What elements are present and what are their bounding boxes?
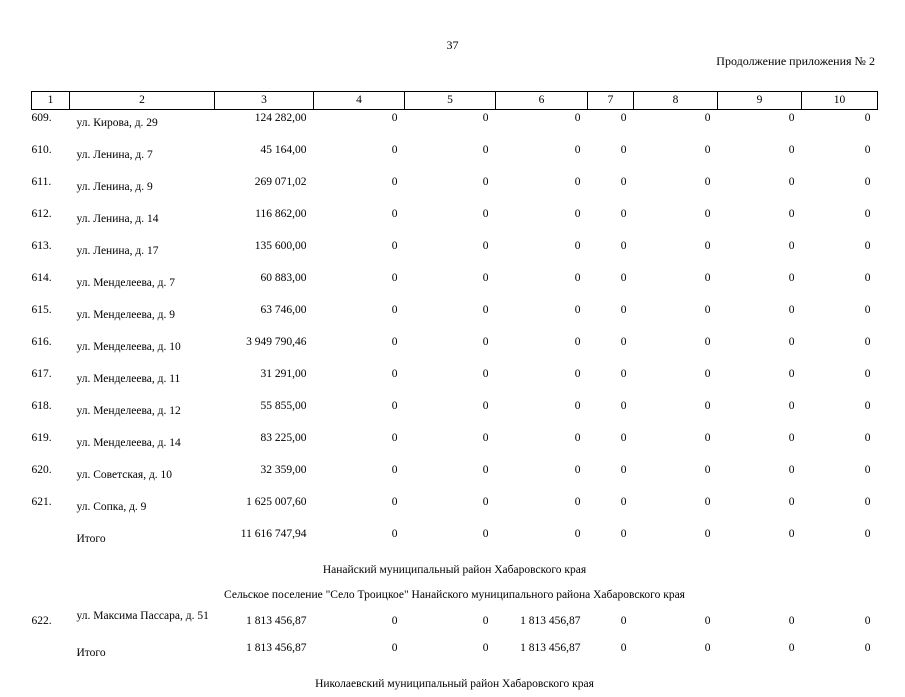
value-cell: 0 [574,336,581,348]
value-cell: 1 813 456,87 [246,642,307,654]
value-cell: 0 [788,208,795,220]
value-cell: 11 616 747,94 [240,528,307,540]
value-cell: 0 [574,272,581,284]
row-number: 614. [31,272,52,284]
value-cell: 32 359,00 [260,464,307,476]
value-cell: 83 225,00 [260,432,307,444]
header-row [32,92,878,110]
value-cell: 0 [864,615,871,627]
value-cell: 0 [864,304,871,316]
value-cell: 0 [574,368,581,380]
address-cell: ул. Максима Пассара, д. 51 [76,610,209,622]
address-cell: ул. Сопка, д. 9 [76,501,147,513]
value-cell: 0 [620,208,627,220]
section-heading-row [32,583,878,608]
row-number [32,526,70,558]
table-row [32,398,878,430]
value-cell: 0 [704,208,711,220]
value-cell: 0 [620,176,627,188]
value-cell: 0 [704,496,711,508]
value-cell: 0 [864,464,871,476]
value-cell: 0 [482,176,489,188]
value-cell: 0 [788,615,795,627]
value-cell: 0 [704,112,711,124]
table-row [32,334,878,366]
value-cell: 0 [620,368,627,380]
value-cell: 0 [482,642,489,654]
row-number [32,640,70,672]
value-cell: 0 [620,336,627,348]
value-cell: 0 [788,368,795,380]
address-cell: ул. Советская, д. 10 [76,469,173,481]
value-cell: 0 [864,272,871,284]
value-cell: 55 855,00 [260,400,307,412]
table-row [32,110,878,143]
value-cell: 0 [574,496,581,508]
value-cell: 0 [704,528,711,540]
address-cell: ул. Кирова, д. 29 [76,117,158,129]
address-cell: ул. Ленина, д. 7 [76,149,153,161]
value-cell: 0 [620,240,627,252]
value-cell: 0 [620,496,627,508]
table-row [32,462,878,494]
value-cell: 0 [391,642,398,654]
value-cell: 0 [864,112,871,124]
value-cell: 0 [482,112,489,124]
value-cell: 1 625 007,60 [246,496,307,508]
table-row [32,366,878,398]
value-cell: 0 [864,400,871,412]
value-cell: 0 [482,400,489,412]
table-row [32,174,878,206]
value-cell: 1 813 456,87 [246,615,307,627]
row-number: 622. [31,615,52,627]
value-cell: 269 071,02 [254,176,307,188]
value-cell: 0 [864,432,871,444]
address-cell: ул. Менделеева, д. 9 [76,309,175,321]
table-row [32,302,878,334]
address-cell: ул. Ленина, д. 9 [76,181,153,193]
address-cell: ул. Менделеева, д. 10 [76,341,181,353]
value-cell: 0 [482,528,489,540]
value-cell: 0 [620,144,627,156]
value-cell: 0 [704,176,711,188]
value-cell: 0 [391,208,398,220]
value-cell: 0 [620,400,627,412]
value-cell: 0 [704,400,711,412]
page-number: 37 [446,38,459,52]
value-cell: 0 [391,272,398,284]
column-header: 6 [496,92,588,110]
value-cell: 124 282,00 [254,112,307,124]
value-cell: 0 [788,304,795,316]
value-cell: 0 [620,642,627,654]
value-cell: 0 [574,240,581,252]
row-number: 611. [31,176,52,188]
value-cell: 0 [391,496,398,508]
value-cell: 0 [864,642,871,654]
address-cell: Итого [76,647,106,659]
value-cell: 0 [864,528,871,540]
row-number: 618. [31,400,52,412]
value-cell: 0 [788,432,795,444]
row-number: 619. [31,432,52,444]
row-number: 616. [31,336,52,348]
value-cell: 0 [391,304,398,316]
value-cell: 0 [574,304,581,316]
value-cell: 45 164,00 [260,144,307,156]
total-row [32,526,878,558]
value-cell: 0 [788,112,795,124]
column-header: 5 [405,92,496,110]
row-number: 610. [31,144,52,156]
value-cell: 1 813 456,87 [520,615,581,627]
value-cell: 0 [864,144,871,156]
value-cell: 0 [864,176,871,188]
table-row [32,206,878,238]
table-row [32,494,878,526]
value-cell: 0 [704,615,711,627]
value-cell: 0 [482,496,489,508]
value-cell: 0 [620,304,627,316]
table-row [32,608,878,640]
value-cell: 0 [482,272,489,284]
value-cell: 0 [704,144,711,156]
row-number: 613. [31,240,52,252]
section-heading-row [32,558,878,583]
value-cell: 0 [482,432,489,444]
value-cell: 0 [788,240,795,252]
value-cell: 0 [788,528,795,540]
value-cell: 0 [574,432,581,444]
value-cell: 63 746,00 [260,304,307,316]
value-cell: 0 [788,336,795,348]
value-cell: 0 [391,432,398,444]
value-cell: 0 [574,176,581,188]
value-cell: 0 [391,112,398,124]
address-cell: ул. Менделеева, д. 12 [76,405,181,417]
value-cell: 0 [391,400,398,412]
value-cell: 3 949 790,46 [246,336,307,348]
value-cell: 0 [864,240,871,252]
table-row [32,270,878,302]
value-cell: 0 [391,368,398,380]
value-cell: 0 [574,464,581,476]
column-header: 3 [215,92,314,110]
column-header: 7 [588,92,634,110]
value-cell: 0 [482,464,489,476]
value-cell: 0 [864,336,871,348]
address-cell: ул. Менделеева, д. 11 [76,373,181,385]
continuation-label: Продолжение приложения № 2 [716,54,875,68]
column-header: 4 [314,92,405,110]
row-number: 621. [31,496,52,508]
value-cell: 0 [391,336,398,348]
value-cell: 0 [620,464,627,476]
address-cell: ул. Ленина, д. 17 [76,245,159,257]
value-cell: 0 [391,144,398,156]
value-cell: 0 [704,432,711,444]
value-cell: 0 [482,208,489,220]
value-cell: 0 [788,272,795,284]
row-number: 609. [31,112,52,124]
value-cell: 0 [574,208,581,220]
value-cell: 0 [482,368,489,380]
value-cell: 0 [620,615,627,627]
table-row [32,238,878,270]
section-heading: Сельское поселение "Село Троицкое" Нанайского муниципального района Хабаровского края [224,589,685,601]
value-cell: 0 [788,400,795,412]
section-heading-row [32,672,878,697]
row-number: 615. [31,304,52,316]
appendix-table [31,91,878,697]
address-cell: Итого [76,533,106,545]
value-cell: 0 [482,615,489,627]
value-cell: 0 [864,368,871,380]
section-heading: Нанайский муниципальный район Хабаровского края [322,564,587,576]
value-cell: 0 [864,496,871,508]
value-cell: 0 [574,112,581,124]
value-cell: 0 [482,240,489,252]
value-cell: 0 [704,304,711,316]
value-cell: 60 883,00 [260,272,307,284]
value-cell: 0 [788,464,795,476]
value-cell: 0 [704,272,711,284]
value-cell: 0 [704,642,711,654]
total-row [32,640,878,672]
value-cell: 0 [620,112,627,124]
address-cell: ул. Менделеева, д. 14 [76,437,181,449]
column-header: 9 [718,92,802,110]
column-header: 1 [32,92,70,110]
value-cell: 1 813 456,87 [520,642,581,654]
row-number: 620. [31,464,52,476]
value-cell: 0 [704,464,711,476]
value-cell: 0 [704,368,711,380]
value-cell: 0 [391,615,398,627]
value-cell: 0 [788,176,795,188]
value-cell: 0 [574,144,581,156]
table-row [32,430,878,462]
value-cell: 0 [620,432,627,444]
value-cell: 0 [620,528,627,540]
value-cell: 0 [704,336,711,348]
section-heading: Николаевский муниципальный район Хабаровского края [315,678,594,690]
value-cell: 0 [788,642,795,654]
value-cell: 0 [864,208,871,220]
value-cell: 0 [391,528,398,540]
table-row [32,142,878,174]
value-cell: 0 [788,496,795,508]
value-cell: 135 600,00 [254,240,307,252]
column-header: 8 [634,92,718,110]
value-cell: 0 [574,400,581,412]
value-cell: 0 [788,144,795,156]
column-header: 2 [70,92,215,110]
value-cell: 0 [574,528,581,540]
value-cell: 0 [391,464,398,476]
value-cell: 31 291,00 [260,368,307,380]
value-cell: 116 862,00 [255,208,307,220]
value-cell: 0 [482,304,489,316]
row-number: 617. [31,368,52,380]
value-cell: 0 [482,144,489,156]
address-cell: ул. Ленина, д. 14 [76,213,159,225]
address-cell: ул. Менделеева, д. 7 [76,277,175,289]
column-header: 10 [802,92,878,110]
value-cell: 0 [620,272,627,284]
value-cell: 0 [704,240,711,252]
value-cell: 0 [391,240,398,252]
row-number: 612. [31,208,52,220]
value-cell: 0 [391,176,398,188]
value-cell: 0 [482,336,489,348]
